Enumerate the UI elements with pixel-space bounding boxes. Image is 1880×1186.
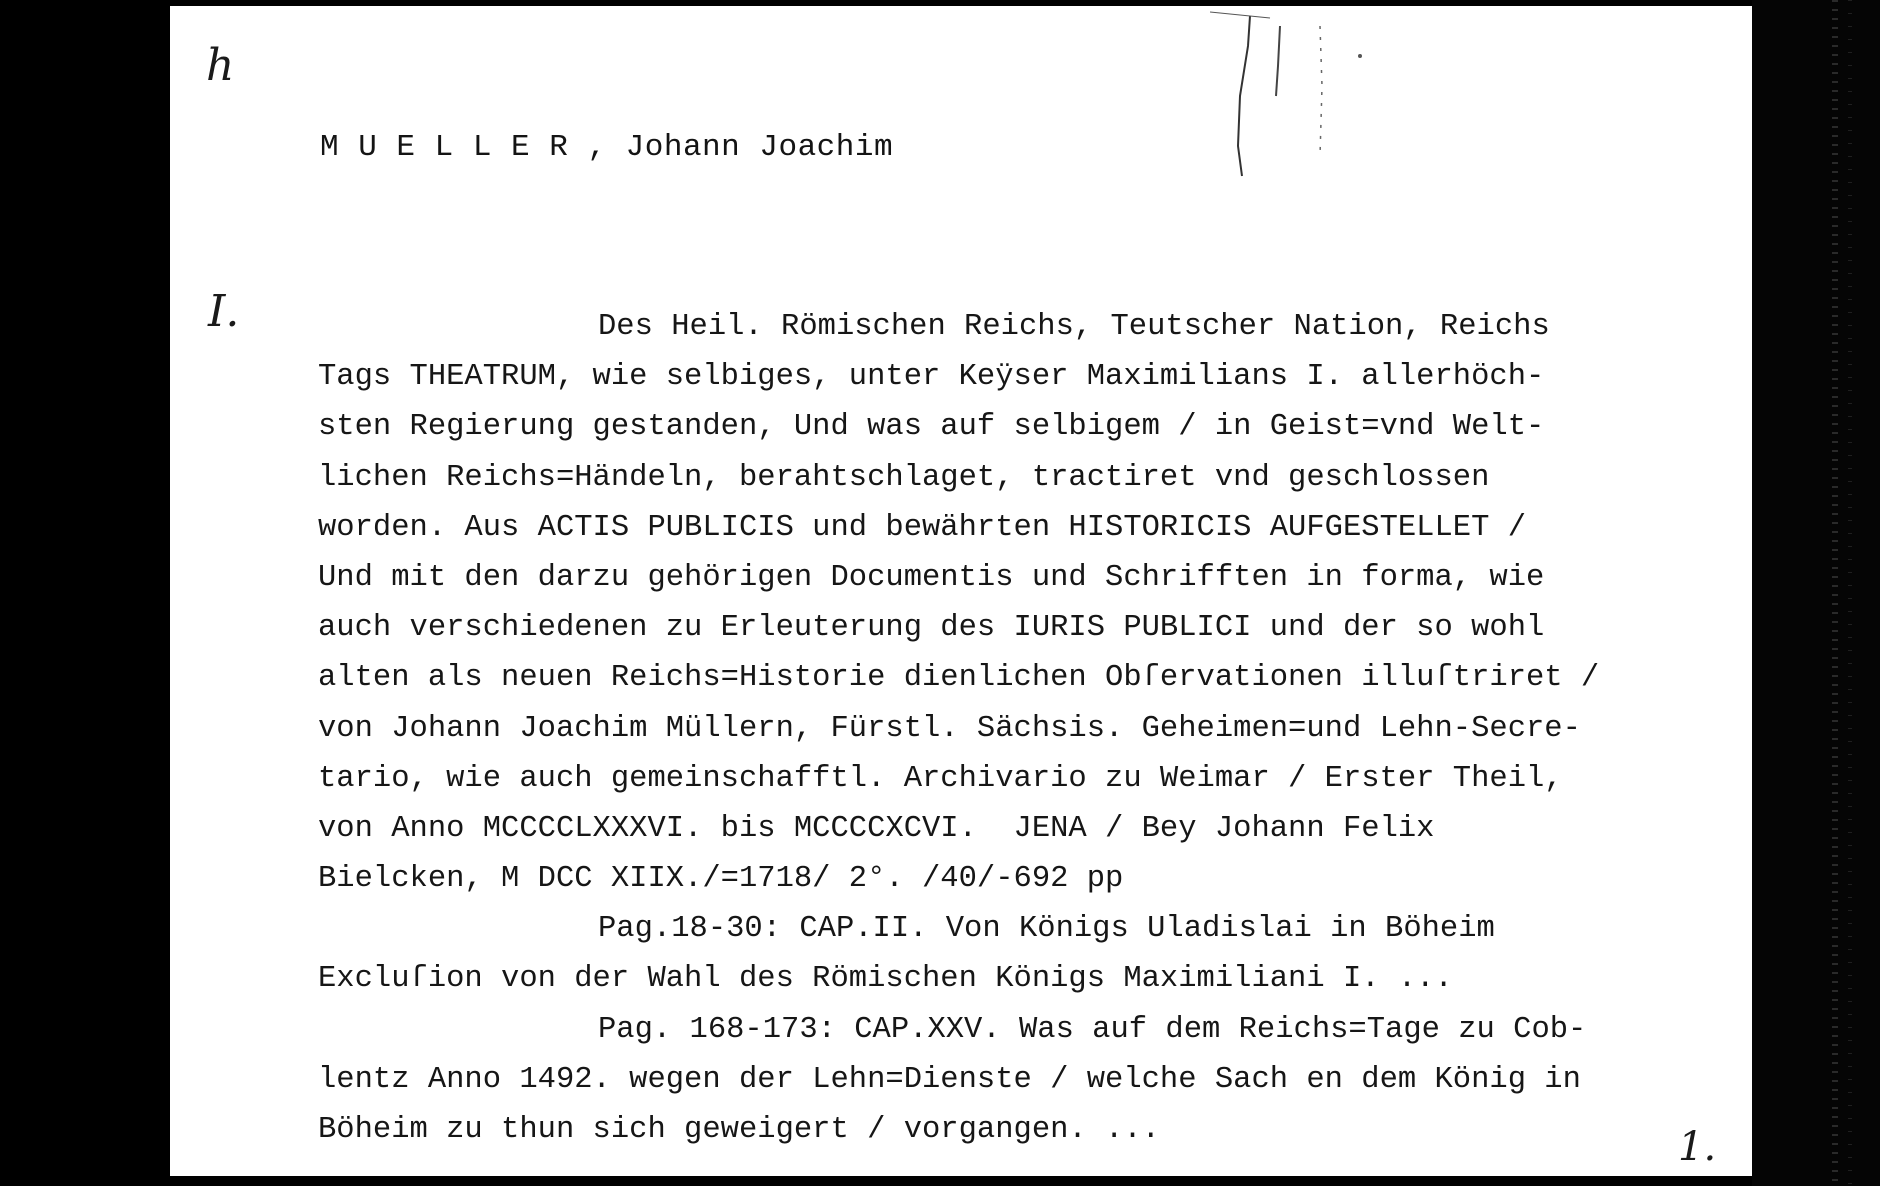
margin-mark-left: I. — [208, 286, 240, 337]
entry-line: auch verschiedenen zu Erleuterung des IURIS PUBLICI und der so wohl — [318, 611, 1545, 646]
entry-line: Pag.18-30: CAP.II. Von Königs Uladislai in Böheim — [598, 912, 1495, 947]
scan-noise — [1848, 0, 1852, 1186]
entry-line: Böheim zu thun sich geweigert / vorgangen. ... — [318, 1113, 1160, 1147]
entry-line: alten als neuen Reichs=Historie dienlichen Obſervationen illuſtriret / — [318, 661, 1600, 696]
card-heading: M U E L L E R , Johann Joachim — [320, 130, 894, 165]
entry-line: lichen Reichs=Händeln, berahtschlaget, tractiret vnd geschlossen — [318, 460, 1490, 495]
index-card — [170, 6, 1752, 1176]
entry-line: lentz Anno 1492. wegen der Lehn=Dienste / welche Sach en dem König in — [318, 1062, 1581, 1097]
scan-border-left — [0, 0, 170, 1186]
bibliographic-entry — [318, 302, 1718, 1155]
scan-border-right — [1752, 0, 1880, 1186]
entry-line: tario, wie auch gemeinschafftl. Archivario zu Weimar / Erster Theil, — [318, 761, 1563, 796]
entry-line: worden. Aus ACTIS PUBLICIS und bewährten HISTORICIS AUFGESTELLET / — [318, 510, 1526, 545]
entry-line: sten Regierung gestanden, Und was auf selbigem / in Geist=vnd Welt- — [318, 410, 1545, 445]
scan-noise — [1832, 0, 1838, 1186]
margin-mark-bottom-right: 1. — [1678, 1124, 1717, 1170]
entry-line: von Johann Joachim Müllern, Fürstl. Sächsis. Geheimen=und Lehn-Secre- — [318, 711, 1581, 746]
entry-line: Tags THEATRUM, wie selbiges, unter Keÿser Maximilians I. allerhöch- — [318, 360, 1545, 395]
entry-line: von Anno MCCCCLXXXVI. bis MCCCCXCVI. JENA / Bey Johann Felix — [318, 811, 1435, 846]
entry-line: Des Heil. Römischen Reichs, Teutscher Nation, Reichs — [598, 310, 1550, 344]
entry-line: Bielcken, M DCC XIIX./=1718/ 2°. /40/-692 pp — [318, 862, 1124, 897]
entry-line: Und mit den darzu gehörigen Documentis und Schrifften in forma, wie — [318, 560, 1545, 595]
margin-mark-top-left: h — [206, 40, 235, 91]
entry-line: Excluſion von der Wahl des Römischen Königs Maximiliani I. ... — [318, 962, 1453, 997]
pencil-scribble — [1210, 6, 1390, 186]
entry-line: Pag. 168-173: CAP.XXV. Was auf dem Reichs=Tage zu Cob- — [598, 1012, 1587, 1047]
